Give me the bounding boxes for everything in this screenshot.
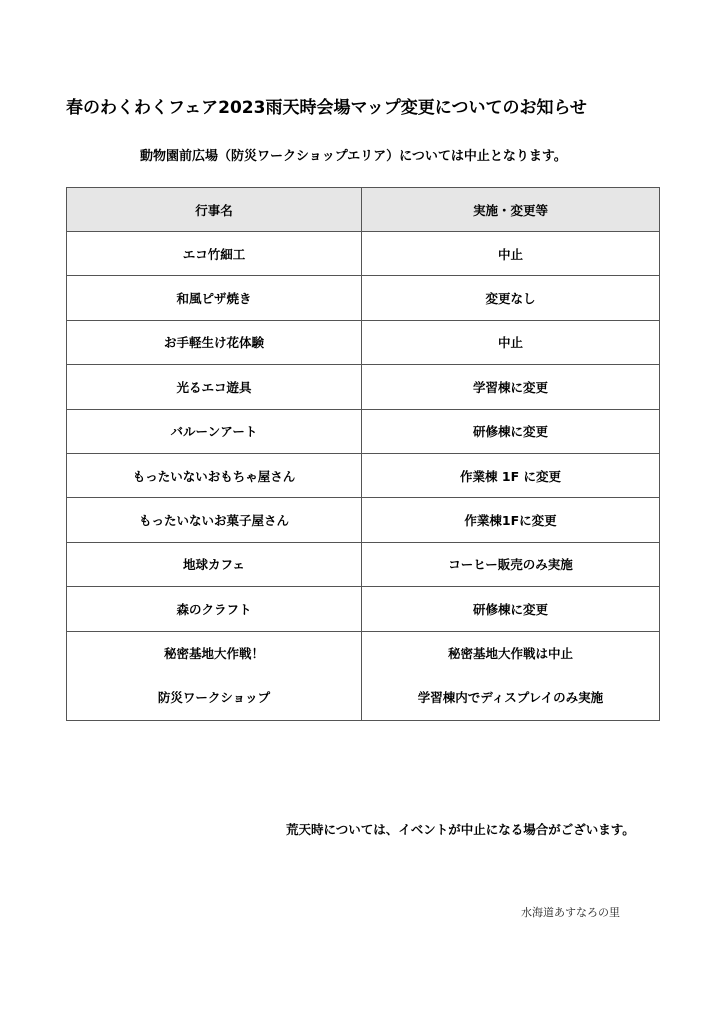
status-cell: 作業棟1Fに変更 bbox=[362, 498, 660, 542]
status-cell: コーヒー販売のみ実施 bbox=[362, 542, 660, 586]
event-name-cell: もったいないお菓子屋さん bbox=[67, 498, 362, 542]
event-changes-table bbox=[66, 187, 660, 721]
event-name-cell: お手軽生け花体験 bbox=[67, 320, 362, 364]
status-cell: 中止 bbox=[362, 320, 660, 364]
header-status: 実施・変更等 bbox=[362, 188, 660, 232]
status-cell: 変更なし bbox=[362, 276, 660, 320]
event-name-cell: 光るエコ遊具 bbox=[67, 365, 362, 409]
status-cell: 学習棟に変更 bbox=[362, 365, 660, 409]
event-name-cell: もったいないおもちゃ屋さん bbox=[67, 453, 362, 497]
event-name-cell: 森のクラフト bbox=[67, 587, 362, 631]
header-event-name: 行事名 bbox=[67, 188, 362, 232]
event-name-cell: 和風ピザ焼き bbox=[67, 276, 362, 320]
status-cell: 作業棟 1F に変更 bbox=[362, 453, 660, 497]
status-line: 秘密基地大作戦は中止 bbox=[447, 645, 573, 661]
table-row bbox=[67, 542, 660, 586]
event-name-cell: エコ竹細工 bbox=[67, 232, 362, 276]
table-header-row bbox=[67, 188, 660, 232]
event-name-cell: 地球カフェ bbox=[67, 542, 362, 586]
status-line: 学習棟内でディスプレイのみ実施 bbox=[417, 689, 604, 705]
table-row bbox=[67, 409, 660, 453]
event-name-line: 秘密基地大作戦！ bbox=[163, 645, 264, 661]
cancellation-notice: 動物園前広場（防災ワークショップエリア）については中止となります。 bbox=[140, 149, 567, 164]
table-row bbox=[67, 320, 660, 364]
table-row bbox=[67, 453, 660, 497]
table-row bbox=[67, 365, 660, 409]
event-name-cell: バルーンアート bbox=[67, 409, 362, 453]
event-name-line: 防災ワークショップ bbox=[157, 689, 271, 705]
table-row bbox=[67, 232, 660, 276]
table-row bbox=[67, 587, 660, 631]
table-row bbox=[67, 276, 660, 320]
event-name-cell bbox=[67, 631, 362, 720]
table-row bbox=[67, 498, 660, 542]
organization-signature: 水海道あすなろの里 bbox=[521, 906, 620, 919]
weather-warning-note: 荒天時については、イベントが中止になる場合がございます。 bbox=[286, 822, 635, 837]
status-cell: 中止 bbox=[362, 232, 660, 276]
page-title: 春のわくわくフェア2023雨天時会場マップ変更についてのお知らせ bbox=[66, 98, 587, 118]
status-cell bbox=[362, 631, 660, 720]
table-row-double bbox=[67, 631, 660, 720]
status-cell: 研修棟に変更 bbox=[362, 409, 660, 453]
status-cell: 研修棟に変更 bbox=[362, 587, 660, 631]
